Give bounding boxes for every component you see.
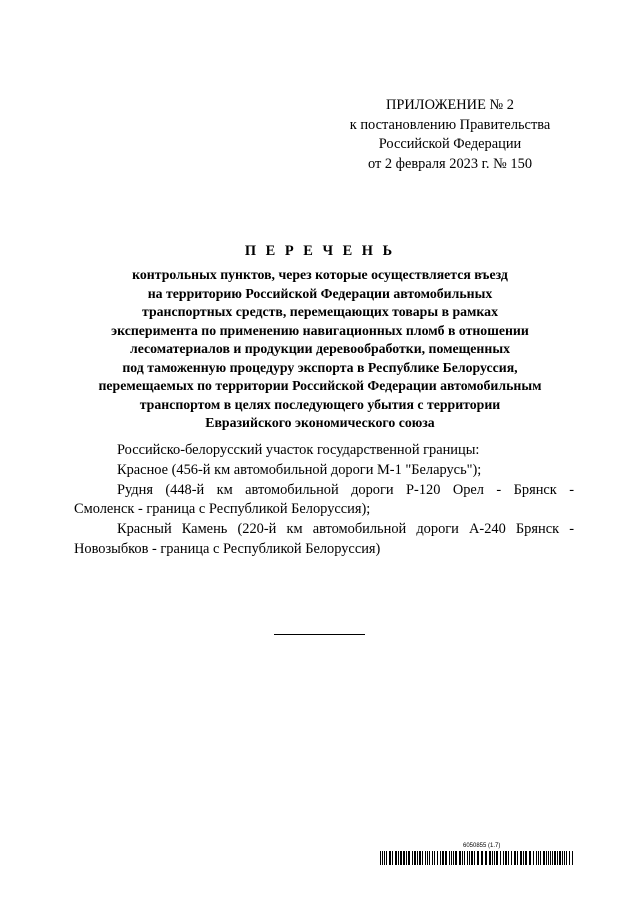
appendix-title: ПРИЛОЖЕНИЕ № 2 — [386, 97, 514, 113]
appendix-block — [330, 96, 570, 174]
barcode-image — [380, 851, 575, 865]
document-heading: П Е Р Е Ч Е Н Ь — [244, 243, 396, 259]
appendix-date-number: от 2 февраля 2023 г. № 150 — [367, 155, 533, 172]
subtitle-line: на территорию Российской Федерации автомобильных — [147, 285, 493, 301]
subtitle-line: транспортных средств, перемещающих товары в рамках — [142, 304, 498, 319]
subtitle-line: контрольных пунктов, через которые осуществляется въезд — [132, 267, 508, 282]
subtitle-line: эксперимента по применению навигационных пломб в отношении — [111, 322, 529, 338]
subtitle-line: транспортом в целях последующего убытия с территории — [139, 396, 501, 412]
document-subtitle — [50, 266, 590, 433]
list-item-rudnya-line2: Смоленск - граница с Республикой Белоруссия); — [74, 501, 371, 518]
subtitle-line: перемещаемых по территории Российской Федерации автомобильным — [98, 378, 542, 393]
subtitle-line: Евразийского экономического союза — [205, 415, 435, 430]
checkpoint-list — [74, 441, 574, 560]
list-item-krasny-kamen-line2: Новозыбков - граница с Республикой Белоруссия) — [74, 540, 381, 557]
list-item-rudnya-line1: Рудня (448-й км автомобильной дороги Р-120 Орел - Брянск - — [117, 481, 574, 498]
list-item-krasnoe: Красное (456-й км автомобильной дороги М-1 "Беларусь"); — [117, 461, 482, 478]
subtitle-line: лесоматериалов и продукции деревообработки, помещенных — [130, 341, 510, 356]
list-intro: Российско-белорусский участок государственной границы: — [117, 442, 480, 458]
barcode-number: 6050855 (1.7) — [463, 843, 501, 849]
appendix-resolution: к постановлению Правительства — [349, 116, 551, 133]
list-item-krasny-kamen-line1: Красный Камень (220-й км автомобильной дороги А-240 Брянск - — [117, 521, 574, 538]
appendix-government: Российской Федерации — [378, 136, 522, 152]
subtitle-line: под таможенную процедуру экспорта в Республике Белоруссия, — [122, 359, 518, 375]
closing-divider — [274, 634, 365, 635]
